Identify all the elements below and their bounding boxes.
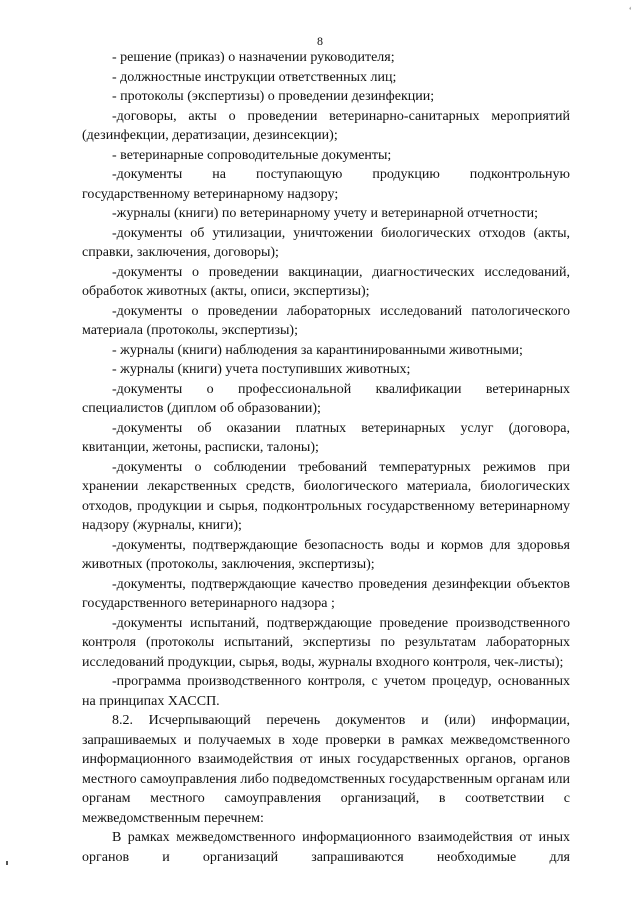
paragraph-18: -документы испытаний, подтверждающие проведение производственного контроля (протоколы испытаний, экспертизы по результатам лабораторных исследований продукции, сырья, воды, журналы входного контроля, чек-листы);	[82, 615, 570, 670]
paragraph-13: -документы о профессиональной квалификации ветеринарных специалистов (диплом об образовании);	[82, 381, 570, 416]
corner-mark: ʻ	[628, 6, 632, 17]
paragraph-16: -документы, подтверждающие безопасность воды и кормов для здоровья животных (протоколы, заключения, экспертизы);	[82, 537, 570, 572]
paragraph-20: 8.2. Исчерпывающий перечень документов и (или) информации, запрашиваемых и получаемых в ходе проверки в рамках межведомственного информационного взаимодействия от иных государственных органов, органов местного самоуправления либо подведомственных государственным органам или органам местного самоуправления организаций, в соответствии с межведомственным перечнем:	[82, 713, 570, 826]
paragraph-8: -документы об утилизации, уничтожении биологических отходов (акты, справки, заключения, договоры);	[82, 225, 570, 260]
paragraph-15: -документы о соблюдении требований температурных режимов при хранении лекарственных средств, биологического материала, биологических отходов, продукции и сырья, подконтрольных государственному ветеринарному надзору (журналы, книги);	[82, 459, 570, 533]
paragraph-5: - ветеринарные сопроводительные документы;	[112, 147, 392, 163]
paragraph-19: -программа производственного контроля, с учетом процедур, основанных на принципах ХАССП.	[82, 674, 570, 709]
paragraph-12: - журналы (книги) учета поступивших животных;	[112, 362, 411, 377]
paragraph-21: В рамках межведомственного информационного взаимодействия от иных органов и организаций запрашиваются необходимые для	[82, 830, 570, 865]
paragraph-17: -документы, подтверждающие качество проведения дезинфекции объектов государственного ветеринарного надзора ;	[82, 576, 570, 611]
paragraph-2: - должностные инструкции ответственных лиц;	[112, 69, 397, 85]
paragraph-11: - журналы (книги) наблюдения за карантинированными животными;	[112, 342, 523, 358]
page-number: 8	[317, 34, 323, 48]
paragraph-4: -договоры, акты о проведении ветеринарно-санитарных мероприятий (дезинфекции, дератизации, дезинсекции);	[82, 108, 570, 143]
paragraph-6: -документы на поступающую продукцию подконтрольную государственному ветеринарному надзору;	[82, 167, 570, 202]
paragraph-10: -документы о проведении лабораторных исследований патологического материала (протоколы, экспертизы);	[82, 303, 570, 338]
scan-edge-mark	[6, 861, 8, 865]
paragraph-9: -документы о проведении вакцинации, диагностических исследований, обработок животных (акты, описи, экспертизы);	[82, 264, 570, 299]
paragraph-7: -журналы (книги) по ветеринарному учету и ветеринарной отчетности;	[112, 206, 539, 221]
paragraph-1: - решение (приказ) о назначении руководителя;	[112, 50, 395, 65]
paragraph-14: -документы об оказании платных ветеринарных услуг (договора, квитанции, жетоны, расписки, талоны);	[82, 420, 570, 455]
document-body	[82, 48, 570, 867]
paragraph-3: - протоколы (экспертизы) о проведении дезинфекции;	[112, 89, 435, 104]
